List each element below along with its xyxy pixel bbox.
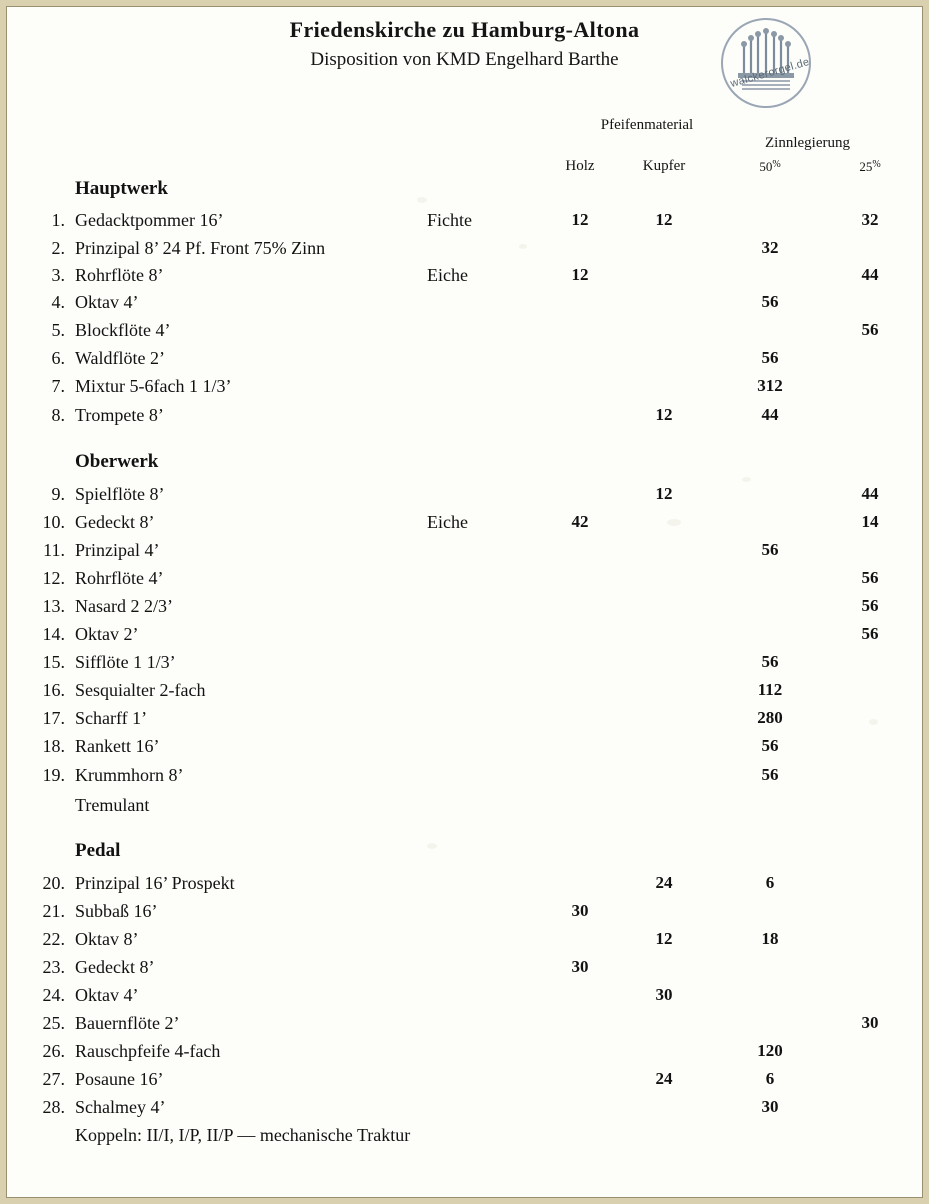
row-number: 24. bbox=[42, 985, 65, 1005]
stop-material: Eiche bbox=[427, 265, 468, 285]
cell-alloy-50: 56 bbox=[761, 652, 779, 671]
row-number: 17. bbox=[42, 708, 65, 728]
row-number: 10. bbox=[42, 512, 65, 532]
row-number: 6. bbox=[51, 348, 65, 368]
cell-alloy-50: 56 bbox=[761, 765, 779, 784]
cell-kupfer: 24 bbox=[655, 873, 673, 892]
couplers-line: Koppeln: II/I, I/P, II/P — mechanische Traktur bbox=[75, 1125, 411, 1145]
row-number: 21. bbox=[42, 901, 65, 921]
row-number: 5. bbox=[51, 320, 65, 340]
cell-holz: 12 bbox=[571, 210, 589, 229]
page-title: Friedenskirche zu Hamburg-Altona bbox=[289, 17, 640, 42]
table-row bbox=[7, 1013, 922, 1041]
column-group-zinnlegierung: Zinnlegierung bbox=[765, 135, 850, 151]
disposition-sheet bbox=[6, 6, 923, 1198]
stop-name: Mixtur 5-6fach 1 1/3’ bbox=[75, 376, 232, 396]
cell-alloy-50: 280 bbox=[757, 708, 783, 727]
paper-speckle bbox=[417, 197, 427, 203]
row-number: 1. bbox=[51, 210, 65, 230]
table-row bbox=[7, 320, 922, 348]
stop-name: Krummhorn 8’ bbox=[75, 765, 184, 785]
cell-alloy-50: 6 bbox=[765, 1069, 775, 1088]
alloy-50-value: 50 bbox=[759, 159, 773, 174]
table-row bbox=[7, 765, 922, 793]
cell-holz: 12 bbox=[571, 265, 589, 284]
cell-kupfer: 12 bbox=[655, 484, 673, 503]
cell-alloy-50: 312 bbox=[757, 376, 783, 395]
row-number: 7. bbox=[51, 376, 65, 396]
column-header-alloy-50 bbox=[725, 159, 815, 175]
table-row bbox=[7, 210, 922, 238]
stop-material: Fichte bbox=[427, 210, 472, 230]
paper-speckle bbox=[742, 477, 751, 482]
stop-name: Subbaß 16’ bbox=[75, 901, 158, 921]
row-number: 25. bbox=[42, 1013, 65, 1033]
row-number: 13. bbox=[42, 596, 65, 616]
cell-alloy-50: 6 bbox=[765, 873, 775, 892]
stop-name: Blockflöte 4’ bbox=[75, 320, 171, 340]
table-row bbox=[7, 405, 922, 433]
table-row bbox=[7, 1097, 922, 1125]
row-number: 4. bbox=[51, 292, 65, 312]
stop-name: Oktav 2’ bbox=[75, 624, 139, 644]
table-row bbox=[7, 596, 922, 624]
stop-name: Bauernflöte 2’ bbox=[75, 1013, 180, 1033]
row-number: 26. bbox=[42, 1041, 65, 1061]
table-row bbox=[7, 512, 922, 540]
row-number: 23. bbox=[42, 957, 65, 977]
column-header-holz: Holz bbox=[565, 158, 595, 174]
cell-alloy-50: 56 bbox=[761, 348, 779, 367]
cell-alloy-50: 32 bbox=[761, 238, 779, 257]
row-number: 28. bbox=[42, 1097, 65, 1117]
cell-alloy-50: 56 bbox=[761, 540, 779, 559]
stop-name: Gedeckt 8’ bbox=[75, 512, 155, 532]
stop-name: Oktav 4’ bbox=[75, 292, 139, 312]
stop-name: Rankett 16’ bbox=[75, 736, 160, 756]
row-number: 16. bbox=[42, 680, 65, 700]
row-number: 11. bbox=[43, 540, 65, 560]
cell-kupfer: 12 bbox=[655, 929, 673, 948]
stop-name: Rohrflöte 4’ bbox=[75, 568, 164, 588]
stop-name: Posaune 16’ bbox=[75, 1069, 164, 1089]
page-subtitle: Disposition von KMD Engelhard Barthe bbox=[310, 49, 619, 70]
row-number: 22. bbox=[42, 929, 65, 949]
row-number: 15. bbox=[42, 652, 65, 672]
stop-name: Nasard 2 2/3’ bbox=[75, 596, 173, 616]
stop-name: Trompete 8’ bbox=[75, 405, 164, 425]
table-row bbox=[7, 736, 922, 764]
stop-name: Gedeckt 8’ bbox=[75, 957, 155, 977]
row-number: 20. bbox=[42, 873, 65, 893]
row-number: 9. bbox=[51, 484, 65, 504]
organ-logo bbox=[718, 15, 814, 111]
cell-holz: 30 bbox=[571, 901, 589, 920]
paper-speckle bbox=[869, 719, 878, 725]
cell-alloy-25: 32 bbox=[861, 210, 879, 229]
table-row bbox=[7, 238, 922, 266]
cell-kupfer: 24 bbox=[655, 1069, 673, 1088]
cell-alloy-50: 120 bbox=[757, 1041, 783, 1060]
row-number: 19. bbox=[42, 765, 65, 785]
table-row bbox=[7, 265, 922, 293]
row-number: 12. bbox=[42, 568, 65, 588]
cell-alloy-50: 112 bbox=[757, 680, 783, 699]
paper-speckle bbox=[519, 244, 527, 249]
row-number: 18. bbox=[42, 736, 65, 756]
stop-name: Scharff 1’ bbox=[75, 708, 148, 728]
cell-alloy-50: 30 bbox=[761, 1097, 779, 1116]
table-row bbox=[7, 873, 922, 901]
stop-name: Prinzipal 4’ bbox=[75, 540, 160, 560]
section-title-hauptwerk: Hauptwerk bbox=[75, 178, 168, 199]
cell-alloy-25: 56 bbox=[861, 320, 879, 339]
cell-kupfer: 12 bbox=[655, 210, 673, 229]
column-header-alloy-25 bbox=[835, 159, 905, 175]
stop-name: Rohrflöte 8’ bbox=[75, 265, 164, 285]
cell-alloy-25: 30 bbox=[861, 1013, 879, 1032]
table-row bbox=[7, 292, 922, 320]
alloy-50-unit: % bbox=[772, 159, 781, 170]
table-row bbox=[7, 568, 922, 596]
table-row bbox=[7, 901, 922, 929]
stop-name: Sifflöte 1 1/3’ bbox=[75, 652, 176, 672]
stop-name: Oktav 8’ bbox=[75, 929, 139, 949]
cell-alloy-50: 18 bbox=[761, 929, 779, 948]
row-number: 14. bbox=[42, 624, 65, 644]
stop-name: Prinzipal 8’ 24 Pf. Front 75% Zinn bbox=[75, 238, 326, 258]
table-row bbox=[7, 376, 922, 404]
paper-speckle bbox=[427, 843, 437, 849]
logo-watermark: walckerorgel.de bbox=[729, 55, 811, 91]
cell-alloy-25: 44 bbox=[861, 484, 879, 503]
column-group-pfeifenmaterial: Pfeifenmaterial bbox=[600, 117, 694, 133]
table-row bbox=[7, 1069, 922, 1097]
tremulant-line: Tremulant bbox=[75, 795, 150, 815]
column-header-kupfer: Kupfer bbox=[642, 158, 686, 174]
row-number: 2. bbox=[51, 238, 65, 258]
table-row bbox=[7, 348, 922, 376]
cell-alloy-25: 56 bbox=[861, 624, 879, 643]
stop-name: Sesquialter 2-fach bbox=[75, 680, 206, 700]
cell-alloy-25: 44 bbox=[861, 265, 879, 284]
table-row bbox=[7, 652, 922, 680]
cell-alloy-50: 44 bbox=[761, 405, 779, 424]
cell-kupfer: 30 bbox=[655, 985, 673, 1004]
row-number: 8. bbox=[51, 405, 65, 425]
table-row bbox=[7, 985, 922, 1013]
cell-alloy-25: 14 bbox=[861, 512, 879, 531]
table-row bbox=[7, 708, 922, 736]
cell-kupfer: 12 bbox=[655, 405, 673, 424]
table-row bbox=[7, 957, 922, 985]
stop-name: Oktav 4’ bbox=[75, 985, 139, 1005]
cell-holz: 42 bbox=[571, 512, 589, 531]
cell-alloy-50: 56 bbox=[761, 736, 779, 755]
stop-name: Spielflöte 8’ bbox=[75, 484, 165, 504]
cell-alloy-50: 56 bbox=[761, 292, 779, 311]
table-row bbox=[7, 680, 922, 708]
row-number: 3. bbox=[51, 265, 65, 285]
table-row bbox=[7, 929, 922, 957]
stop-name: Waldflöte 2’ bbox=[75, 348, 166, 368]
paper-speckle bbox=[667, 519, 681, 526]
cell-holz: 30 bbox=[571, 957, 589, 976]
stop-name: Rauschpfeife 4-fach bbox=[75, 1041, 221, 1061]
table-row bbox=[7, 540, 922, 568]
section-title-pedal: Pedal bbox=[75, 840, 121, 861]
table-row bbox=[7, 624, 922, 652]
row-number: 27. bbox=[42, 1069, 65, 1089]
stop-name: Prinzipal 16’ Prospekt bbox=[75, 873, 235, 893]
cell-alloy-25: 56 bbox=[861, 596, 879, 615]
stop-name: Gedacktpommer 16’ bbox=[75, 210, 224, 230]
alloy-25-unit: % bbox=[872, 159, 881, 170]
table-row bbox=[7, 1041, 922, 1069]
section-title-oberwerk: Oberwerk bbox=[75, 451, 159, 472]
stop-name: Schalmey 4’ bbox=[75, 1097, 166, 1117]
table-row bbox=[7, 484, 922, 512]
alloy-25-value: 25 bbox=[859, 159, 873, 174]
cell-alloy-25: 56 bbox=[861, 568, 879, 587]
stop-material: Eiche bbox=[427, 512, 468, 532]
